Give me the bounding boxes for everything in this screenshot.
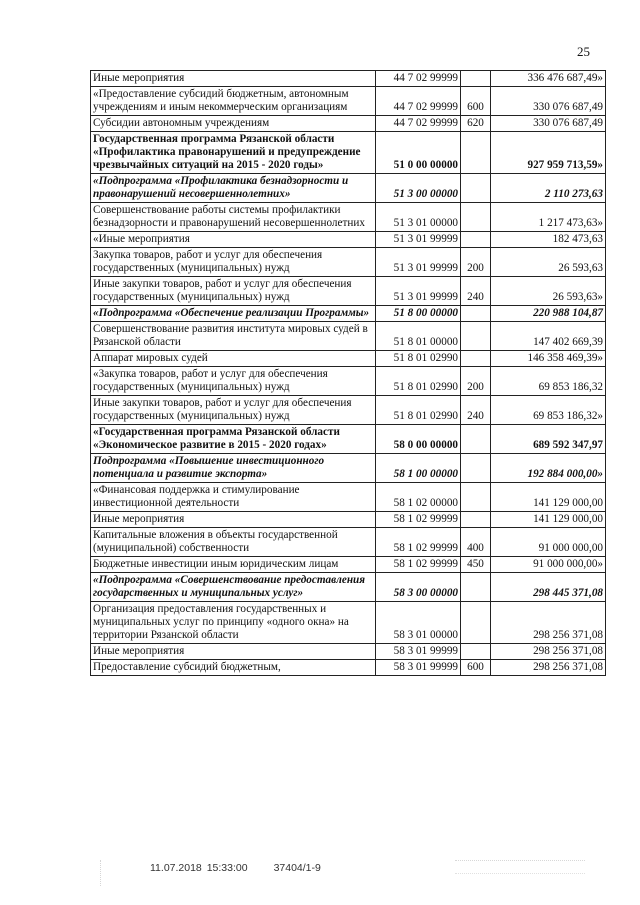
row-sum: 91 000 000,00: [491, 528, 606, 557]
row-sum: 69 853 186,32: [491, 367, 606, 396]
row-code: 58 3 01 00000: [376, 602, 461, 644]
table-row: [91, 277, 606, 306]
row-sum: 330 076 687,49: [491, 116, 606, 132]
row-sum: 141 129 000,00: [491, 483, 606, 512]
row-name: Совершенствование работы системы профилактики безнадзорности и правонарушений несовершеннолетних: [91, 203, 376, 232]
row-name: Закупка товаров, работ и услуг для обеспечения государственных (муниципальных) нужд: [91, 248, 376, 277]
row-kvr: [461, 232, 491, 248]
footer-stamp: [150, 862, 347, 874]
row-name: Субсидии автономным учреждениям: [91, 116, 376, 132]
row-code: 58 3 00 00000: [376, 573, 461, 602]
row-name: «Подпрограмма «Профилактика безнадзорности и правонарушений несовершеннолетних»: [91, 174, 376, 203]
row-kvr: [461, 132, 491, 174]
row-sum: 1 217 473,63»: [491, 203, 606, 232]
row-sum: 182 473,63: [491, 232, 606, 248]
row-code: 51 8 01 02990: [376, 351, 461, 367]
row-name: «Закупка товаров, работ и услуг для обеспечения государственных (муниципальных) нужд: [91, 367, 376, 396]
row-kvr: 620: [461, 116, 491, 132]
row-code: 51 3 01 99999: [376, 277, 461, 306]
table-row: [91, 203, 606, 232]
footer-doc-id: 37404/1-9: [273, 862, 321, 874]
table-row: [91, 87, 606, 116]
row-code: 51 8 01 02990: [376, 367, 461, 396]
table-row: [91, 322, 606, 351]
table-row: [91, 116, 606, 132]
row-sum: 91 000 000,00»: [491, 557, 606, 573]
faint-side-mark: [100, 860, 119, 886]
row-kvr: [461, 573, 491, 602]
row-kvr: [461, 602, 491, 644]
row-code: 44 7 02 99999: [376, 87, 461, 116]
row-code: 44 7 02 99999: [376, 116, 461, 132]
row-kvr: 600: [461, 660, 491, 676]
row-kvr: [461, 512, 491, 528]
row-kvr: 600: [461, 87, 491, 116]
row-name: «Финансовая поддержка и стимулирование инвестиционной деятельности: [91, 483, 376, 512]
row-code: 51 3 01 99999: [376, 248, 461, 277]
row-code: 58 0 00 00000: [376, 425, 461, 454]
row-name: Предоставление субсидий бюджетным,: [91, 660, 376, 676]
row-code: 51 3 01 00000: [376, 203, 461, 232]
row-sum: 336 476 687,49»: [491, 71, 606, 87]
row-name: Аппарат мировых судей: [91, 351, 376, 367]
table-row: [91, 71, 606, 87]
row-sum: 330 076 687,49: [491, 87, 606, 116]
row-kvr: 240: [461, 396, 491, 425]
row-name: «Государственная программа Рязанской области «Экономическое развитие в 2015 - 2020 годах»: [91, 425, 376, 454]
row-kvr: 200: [461, 248, 491, 277]
row-sum: 689 592 347,97: [491, 425, 606, 454]
budget-table: [90, 70, 606, 676]
row-code: 51 8 01 02990: [376, 396, 461, 425]
row-kvr: 200: [461, 367, 491, 396]
table-row: [91, 367, 606, 396]
row-sum: 927 959 713,59»: [491, 132, 606, 174]
row-name: Государственная программа Рязанской области «Профилактика правонарушений и предупреждение чрезвычайных ситуаций на 2015 - 2020 годы»: [91, 132, 376, 174]
row-name: Совершенствование развития института мировых судей в Рязанской области: [91, 322, 376, 351]
row-code: 58 1 02 99999: [376, 557, 461, 573]
table-row: [91, 174, 606, 203]
row-code: 58 1 02 99999: [376, 528, 461, 557]
row-kvr: [461, 483, 491, 512]
row-code: 58 3 01 99999: [376, 660, 461, 676]
row-code: 58 1 02 00000: [376, 483, 461, 512]
row-code: 51 3 01 99999: [376, 232, 461, 248]
table-row: [91, 602, 606, 644]
row-name: Иные закупки товаров, работ и услуг для обеспечения государственных (муниципальных) нужд: [91, 396, 376, 425]
row-sum: 298 256 371,08: [491, 602, 606, 644]
row-kvr: [461, 425, 491, 454]
table-row: [91, 644, 606, 660]
row-name: Иные мероприятия: [91, 644, 376, 660]
row-sum: 69 853 186,32»: [491, 396, 606, 425]
table-row: [91, 660, 606, 676]
table-row: [91, 454, 606, 483]
row-kvr: [461, 174, 491, 203]
row-sum: 26 593,63»: [491, 277, 606, 306]
row-sum: 2 110 273,63: [491, 174, 606, 203]
row-kvr: 400: [461, 528, 491, 557]
row-sum: 141 129 000,00: [491, 512, 606, 528]
row-sum: 298 256 371,08: [491, 644, 606, 660]
table-row: [91, 248, 606, 277]
table-row: [91, 306, 606, 322]
row-name: Иные мероприятия: [91, 71, 376, 87]
row-name: Иные мероприятия: [91, 512, 376, 528]
row-code: 58 1 00 00000: [376, 454, 461, 483]
row-sum: 26 593,63: [491, 248, 606, 277]
row-kvr: [461, 322, 491, 351]
page-number: 25: [577, 44, 590, 59]
row-kvr: [461, 351, 491, 367]
row-kvr: [461, 644, 491, 660]
row-code: 51 8 00 00000: [376, 306, 461, 322]
row-kvr: [461, 203, 491, 232]
row-sum: 298 445 371,08: [491, 573, 606, 602]
row-kvr: [461, 71, 491, 87]
table-row: [91, 425, 606, 454]
row-sum: 220 988 104,87: [491, 306, 606, 322]
row-kvr: 240: [461, 277, 491, 306]
table-row: [91, 232, 606, 248]
row-code: 51 3 00 00000: [376, 174, 461, 203]
row-code: 51 0 00 00000: [376, 132, 461, 174]
row-sum: 298 256 371,08: [491, 660, 606, 676]
table-row: [91, 483, 606, 512]
row-kvr: [461, 454, 491, 483]
row-code: 51 8 01 00000: [376, 322, 461, 351]
table-row: [91, 351, 606, 367]
row-name: «Подпрограмма «Совершенствование предоставления государственных и муниципальных услуг»: [91, 573, 376, 602]
row-name: Капитальные вложения в объекты государственной (муниципальной) собственности: [91, 528, 376, 557]
row-sum: 147 402 669,39: [491, 322, 606, 351]
row-name: Иные закупки товаров, работ и услуг для обеспечения государственных (муниципальных) нужд: [91, 277, 376, 306]
row-name: «Подпрограмма «Обеспечение реализации Программы»: [91, 306, 376, 322]
table-row: [91, 528, 606, 557]
row-code: 58 3 01 99999: [376, 644, 461, 660]
row-name: «Предоставление субсидий бюджетным, автономным учреждениям и иным некоммерческим организациям: [91, 87, 376, 116]
footer-timestamp: 11.07.2018 15:33:00: [150, 862, 248, 874]
faint-stamp-mark: [455, 860, 585, 874]
row-code: 58 1 02 99999: [376, 512, 461, 528]
row-name: Организация предоставления государственных и муниципальных услуг по принципу «одного окна» на территории Рязанской области: [91, 602, 376, 644]
table-row: [91, 132, 606, 174]
row-name: Бюджетные инвестиции иным юридическим лицам: [91, 557, 376, 573]
table-row: [91, 573, 606, 602]
table-row: [91, 396, 606, 425]
table-row: [91, 557, 606, 573]
row-sum: 146 358 469,39»: [491, 351, 606, 367]
table-row: [91, 512, 606, 528]
row-name: «Иные мероприятия: [91, 232, 376, 248]
row-kvr: [461, 306, 491, 322]
row-kvr: 450: [461, 557, 491, 573]
row-code: 44 7 02 99999: [376, 71, 461, 87]
row-sum: 192 884 000,00»: [491, 454, 606, 483]
row-name: Подпрограмма «Повышение инвестиционного потенциала и развитие экспорта»: [91, 454, 376, 483]
